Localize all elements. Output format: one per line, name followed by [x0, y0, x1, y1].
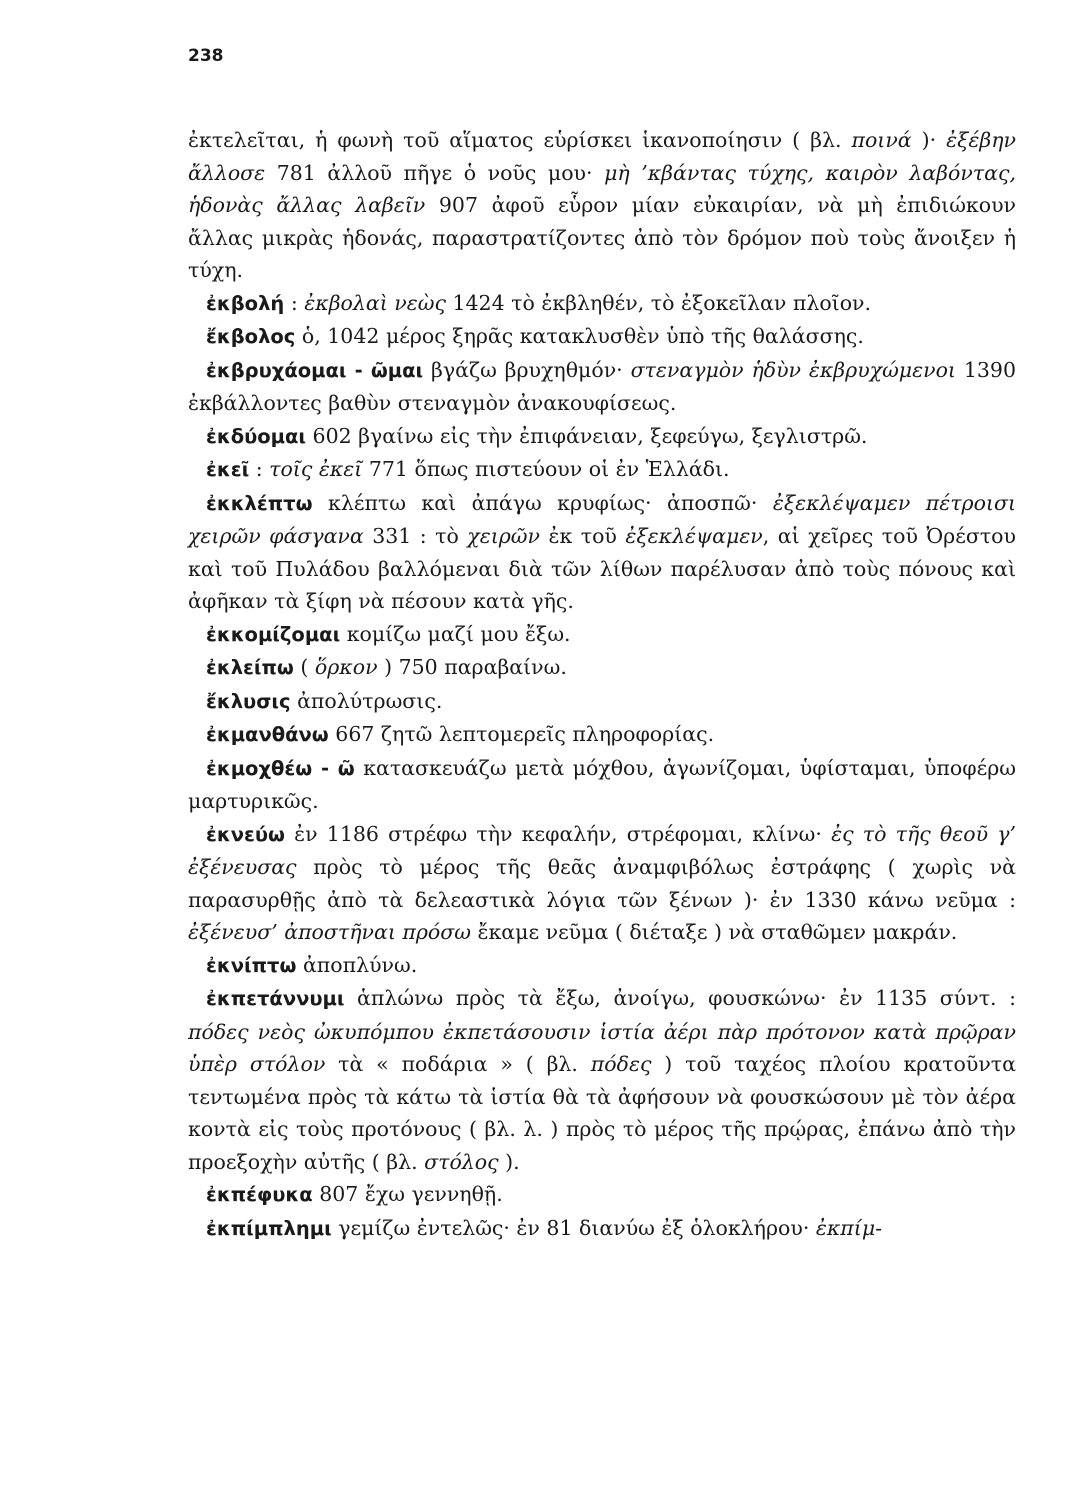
definition-text: πρὸς τὸ μέρος τῆς θεᾶς ἀναμφιβόλως ἐστράφης ( χωρὶς νὰ παρασυρθῇς ἀπὸ τὰ δελεαστικὰ λόγια τῶν ξένων )· ἐν 1330 κάνω νεῦμα : — [188, 855, 1016, 912]
definition-text: γεμίζω ἐντελῶς· ἐν 81 διανύω ἐξ ὁλοκλήρου· — [331, 1215, 816, 1240]
dictionary-entry — [188, 487, 1016, 618]
quoted-greek-text: ποινά — [851, 128, 912, 152]
dictionary-entry — [188, 949, 1016, 983]
dictionary-entry — [188, 124, 1016, 287]
quoted-greek-text: ἐξεκλέψαμεν — [625, 524, 763, 548]
entries-list — [188, 124, 1016, 1245]
dictionary-entry — [188, 453, 1016, 487]
dictionary-entry — [188, 320, 1016, 354]
definition-text: ἐκ τοῦ — [540, 524, 626, 548]
definition-text: ἀποπλύνω. — [296, 952, 418, 977]
dictionary-entry — [188, 752, 1016, 818]
entry-headword: ἐκπέφυκα — [206, 1183, 313, 1206]
quoted-greek-text: πόδες νεὸς ὠκυπόμπου ἐκπετάσουσιν ἱστία ἀέρι πὰρ πρότονον κατὰ πρῷραν ὑπὲρ στόλον — [188, 1019, 1016, 1076]
definition-text: βγάζω βρυχηθμόν· — [423, 357, 631, 382]
definition-text: 807 ἔχω γεννηθῇ. — [312, 1182, 503, 1206]
quoted-greek-text: ἐξέβην ἄλλοσε — [188, 128, 1017, 185]
entry-headword: ἐκπίμπλημι — [206, 1216, 332, 1240]
definition-text: 331 : τὸ — [363, 524, 468, 548]
definition-text: κλέπτω καὶ ἀπάγω κρυφίως· ἀποσπῶ· — [312, 490, 773, 515]
definition-text: κατασκευάζω μετὰ μόχθου, ἀγωνίζομαι, ὑφίσταμαι, ὑποφέρω μαρτυρικῶς. — [188, 755, 1016, 813]
definition-text: : — [284, 290, 305, 315]
definition-text: ) τοῦ ταχέος πλοίου κρατοῦντα τεντωμένα πρὸς τὰ κάτω τὰ ἱστία θὰ τὰ ἀφήσουν νὰ φουσκώσουν μὲ τὸν ἀέρα κοντὰ εἰς τοὺς προτόνους ( βλ. λ. ) πρὸς τὸ μέρος τῆς πρῴρας, ἐπάνω ἀπὸ τὴν προεξοχὴν αὐτῆς ( βλ. — [188, 1052, 1016, 1174]
definition-text: ὁ, 1042 μέρος ξηρᾶς κατακλυσθὲν ὑπὸ τῆς θαλάσσης. — [295, 324, 864, 348]
dictionary-entry — [188, 287, 1016, 321]
definition-text: 602 βγαίνω εἰς τὴν ἐπιφάνειαν, ξεφεύγω, ξεγλιστρῶ. — [306, 423, 868, 448]
entry-headword: ἐκμανθάνω — [206, 723, 329, 746]
page-number: 238 — [188, 46, 224, 66]
dictionary-entry — [188, 1178, 1016, 1212]
entry-headword: ἐκβρυχάομαι - ῶμαι — [206, 358, 424, 382]
definition-text: ἐν 1186 στρέφω τὴν κεφαλήν, στρέφομαι, κλίνω· — [284, 821, 832, 846]
entry-headword: ἔκβολος — [206, 325, 296, 348]
definition-text: 781 ἀλλοῦ πῆγε ὁ νοῦς μου· — [265, 160, 605, 185]
dictionary-entry — [188, 982, 1016, 1178]
entry-headword: ἐκνίπτω — [206, 953, 297, 977]
definition-text: 907 ἀφοῦ εὗρον μίαν εὐκαιρίαν, νὰ μὴ ἐπιδιώκουν ἄλλας μικρὰς ἡδονάς, παραστρατίζοντες ἀπὸ τὸν δρόμον ποὺ τοὺς ἄνοιξεν ἡ τύχη. — [188, 193, 1016, 282]
quoted-greek-text: ἐξεκλέψαμεν πέτροισι χειρῶν φάσγανα — [188, 490, 1017, 548]
quoted-greek-text: στεναγμὸν ἡδὺν ἐκβρυχώμενοι — [630, 357, 956, 382]
quoted-greek-text: στόλος — [424, 1149, 499, 1174]
entry-headword: ἐκβολή — [206, 291, 285, 315]
dictionary-entry — [188, 685, 1016, 719]
quoted-greek-text: ἐκβολαὶ νεὼς — [304, 290, 446, 315]
quoted-greek-text: πόδες — [590, 1052, 652, 1076]
entry-headword: ἐκνεύω — [206, 822, 285, 846]
definition-text: : — [249, 457, 270, 481]
entry-headword: ἔκλυσις — [206, 689, 291, 713]
dictionary-entry — [188, 818, 1016, 949]
quoted-greek-text: ἐκπίμ- — [815, 1215, 883, 1240]
definition-text: ( — [293, 655, 315, 679]
definition-text: 1424 τὸ ἐκβληθέν, τὸ ἐξοκεῖλαν πλοῖον. — [445, 290, 872, 315]
definition-text: ἁπλώνω πρὸς τὰ ἔξω, ἀνοίγω, φουσκώνω· ἐν 1135 σύντ. : — [344, 986, 1016, 1010]
definition-text: ἐκτελεῖται, ἡ φωνὴ τοῦ αἵματος εὑρίσκει ἱκανοποίησιν ( βλ. — [188, 128, 852, 152]
definition-text: )· — [911, 128, 947, 152]
quoted-greek-text: τοῖς ἐκεῖ — [269, 457, 363, 481]
quoted-greek-text: ἐξένευσ’ ἀποστῆναι πρόσω — [188, 920, 471, 944]
definition-text: ) 750 παραβαίνω. — [377, 655, 567, 679]
entry-headword: ἐκεῖ — [206, 458, 250, 481]
dictionary-entry — [188, 1212, 1016, 1246]
definition-text: , αἱ χεῖρες τοῦ Ὀρέστου καὶ τοῦ Πυλάδου βαλλόμεναι διὰ τῶν λίθων παρέλυσαν ἀπὸ τοὺς πόνους καὶ ἀφῆκαν τὰ ξίφη νὰ πέσουν κατὰ γῆς. — [188, 524, 1016, 613]
definition-text: ἀπολύτρωσις. — [290, 688, 443, 713]
entry-headword: ἐκκλέπτω — [206, 491, 313, 515]
entry-headword: ἐκλείπω — [206, 656, 294, 679]
entry-headword: ἐκδύομαι — [206, 424, 307, 448]
definition-text: ). — [498, 1149, 520, 1174]
definition-text: 1390 ἐκβάλλοντες βαθὺν στεναγμὸν ἀνακουφίσεως. — [188, 357, 1016, 415]
dictionary-entry — [188, 354, 1016, 420]
definition-text: ἔκαμε νεῦμα ( διέταξε ) νὰ σταθῶμεν μακράν. — [470, 920, 958, 944]
entry-headword: ἐκκομίζομαι — [206, 622, 341, 646]
dictionary-entry — [188, 420, 1016, 454]
dictionary-entry — [188, 618, 1016, 652]
quoted-greek-text: ἐς τὸ τῆς θεοῦ γ’ ἐξένευσας — [188, 821, 1016, 879]
quoted-greek-text: μὴ ’κβάντας τύχης, καιρὸν λαβόντας, ἡδονὰς ἄλλας λαβεῖν — [188, 160, 1016, 217]
definition-text: τὰ « ποδάρια » ( βλ. — [325, 1052, 591, 1076]
entry-headword: ἐκμοχθέω - ῶ — [206, 756, 355, 780]
definition-text: 771 ὅπως πιστεύουν οἱ ἐν Ἑλλάδι. — [362, 457, 730, 481]
quoted-greek-text: χειρῶν — [467, 524, 540, 548]
quoted-greek-text: ὅρκον — [314, 655, 378, 679]
entry-headword: ἐκπετάννυμι — [206, 987, 345, 1010]
definition-text: κομίζω μαζί μου ἔξω. — [340, 621, 571, 646]
dictionary-entry — [188, 651, 1016, 685]
dictionary-entry — [188, 718, 1016, 752]
definition-text: 667 ζητῶ λεπτομερεῖς πληροφορίας. — [328, 722, 715, 746]
